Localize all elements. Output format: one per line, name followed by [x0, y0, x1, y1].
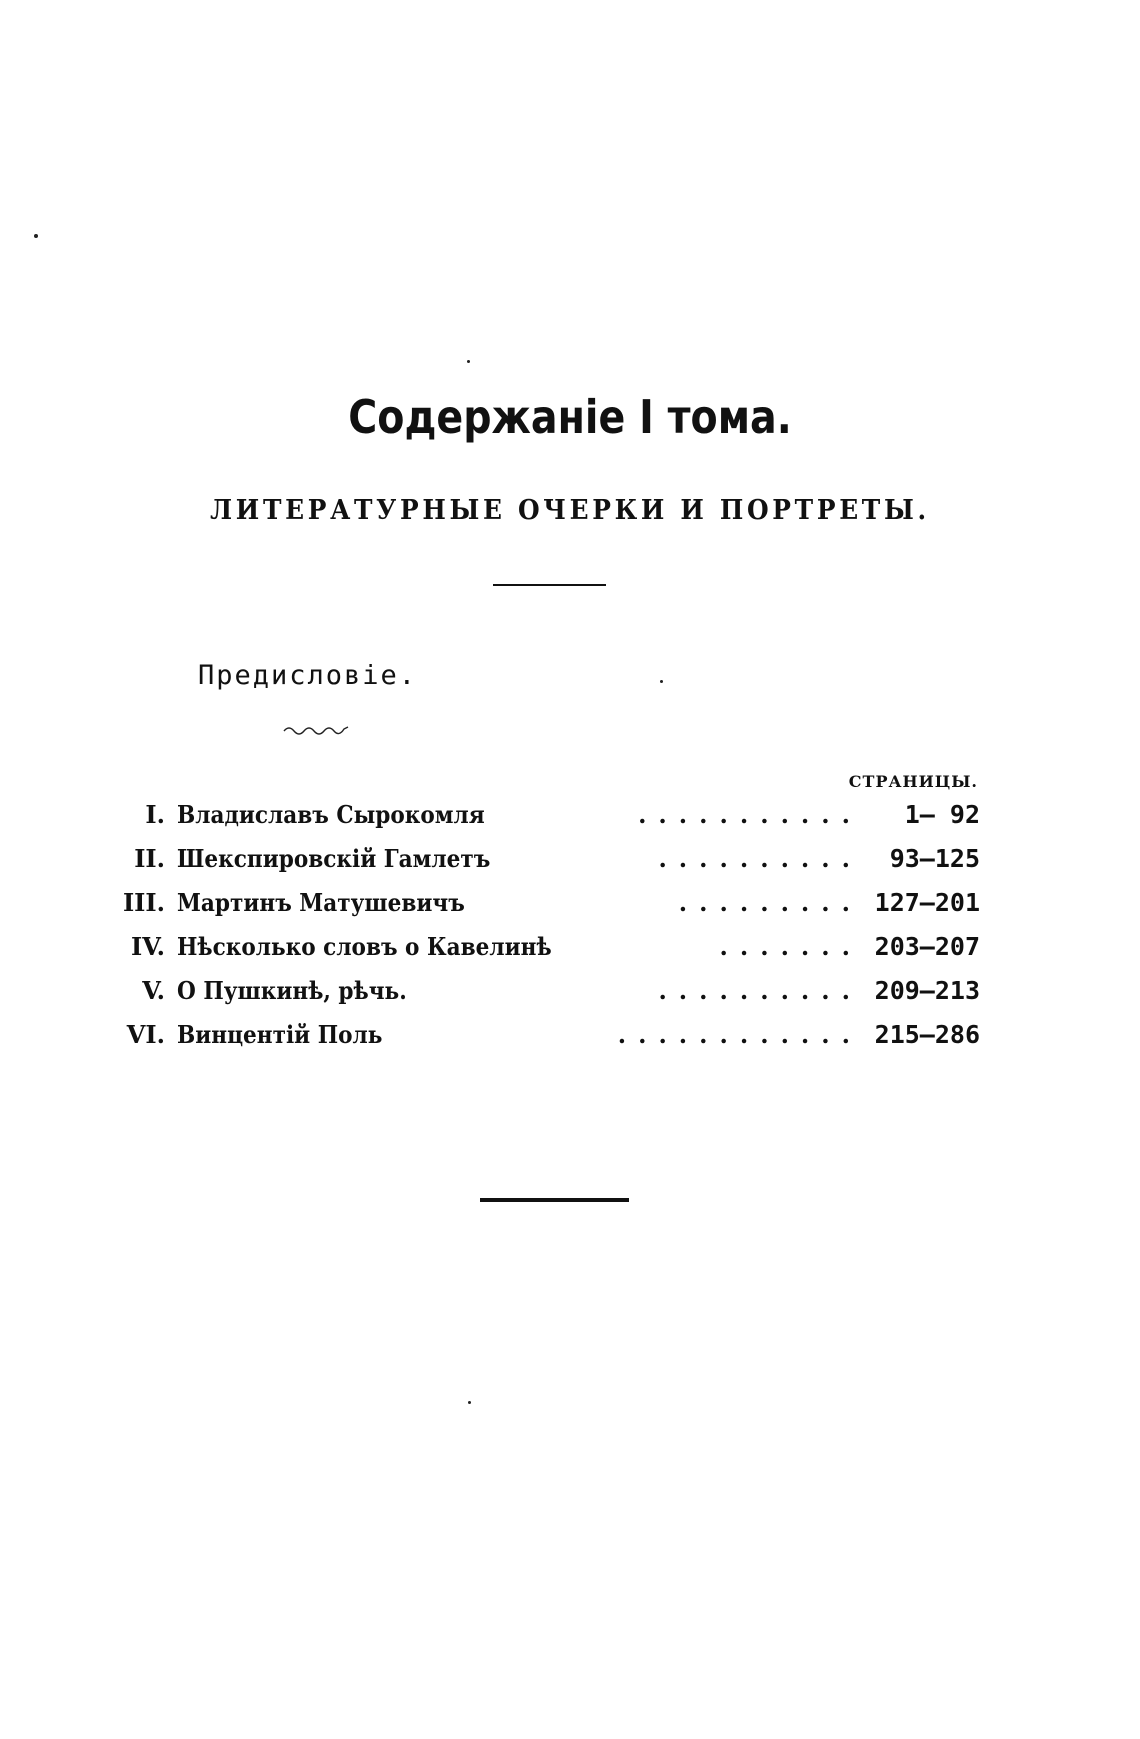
volume-contents-title: Содержаніе I тома.	[348, 390, 792, 444]
entry-title: Владиславъ Сырокомля	[177, 800, 485, 829]
dot-leader: .......	[719, 932, 862, 961]
entry-title: Винцентій Поль	[177, 1020, 383, 1049]
toc-entry	[0, 888, 1140, 932]
dot-leader: ............	[617, 1020, 862, 1049]
divider-rule	[493, 584, 606, 586]
entry-pages: 1— 92	[904, 800, 980, 829]
entry-title: Шекспировскій Гамлетъ	[177, 844, 491, 873]
entry-numeral: III.	[122, 888, 165, 917]
entry-pages: 93—125	[889, 844, 980, 873]
print-speck	[467, 360, 470, 363]
entry-pages: 203—207	[874, 932, 980, 961]
toc-entry	[0, 844, 1140, 888]
dot-leader: .........	[678, 888, 862, 917]
entry-numeral: I.	[145, 800, 165, 829]
entry-numeral: V.	[142, 976, 165, 1005]
pages-column-header: СТРАНИЦЫ.	[848, 772, 978, 791]
toc-entry	[0, 800, 1140, 844]
entry-title: Нѣсколько словъ о Кавелинѣ	[177, 932, 552, 961]
ornament-swash	[282, 724, 350, 738]
entry-pages: 209—213	[874, 976, 980, 1005]
print-speck	[660, 680, 663, 683]
entry-title: О Пушкинѣ, рѣчь.	[177, 976, 407, 1005]
preface-heading: Предисловіе.	[198, 660, 418, 691]
entry-numeral: IV.	[130, 932, 165, 961]
toc-entry	[0, 932, 1140, 976]
section-subtitle: ЛИТЕРАТУРНЫЕ ОЧЕРКИ И ПОРТРЕТЫ.	[210, 495, 930, 526]
dot-leader: ..........	[658, 844, 862, 873]
print-speck	[34, 234, 38, 238]
print-speck	[468, 1401, 471, 1404]
entry-numeral: II.	[134, 844, 165, 873]
entry-pages: 127—201	[874, 888, 980, 917]
closing-rule	[480, 1198, 629, 1202]
entry-pages: 215—286	[874, 1020, 980, 1049]
dot-leader: ..........	[658, 976, 862, 1005]
entry-numeral: VI.	[126, 1020, 165, 1049]
entry-title: Мартинъ Матушевичъ	[177, 888, 465, 917]
dot-leader: ...........	[638, 800, 862, 829]
toc-entry	[0, 1020, 1140, 1064]
toc-entry	[0, 976, 1140, 1020]
